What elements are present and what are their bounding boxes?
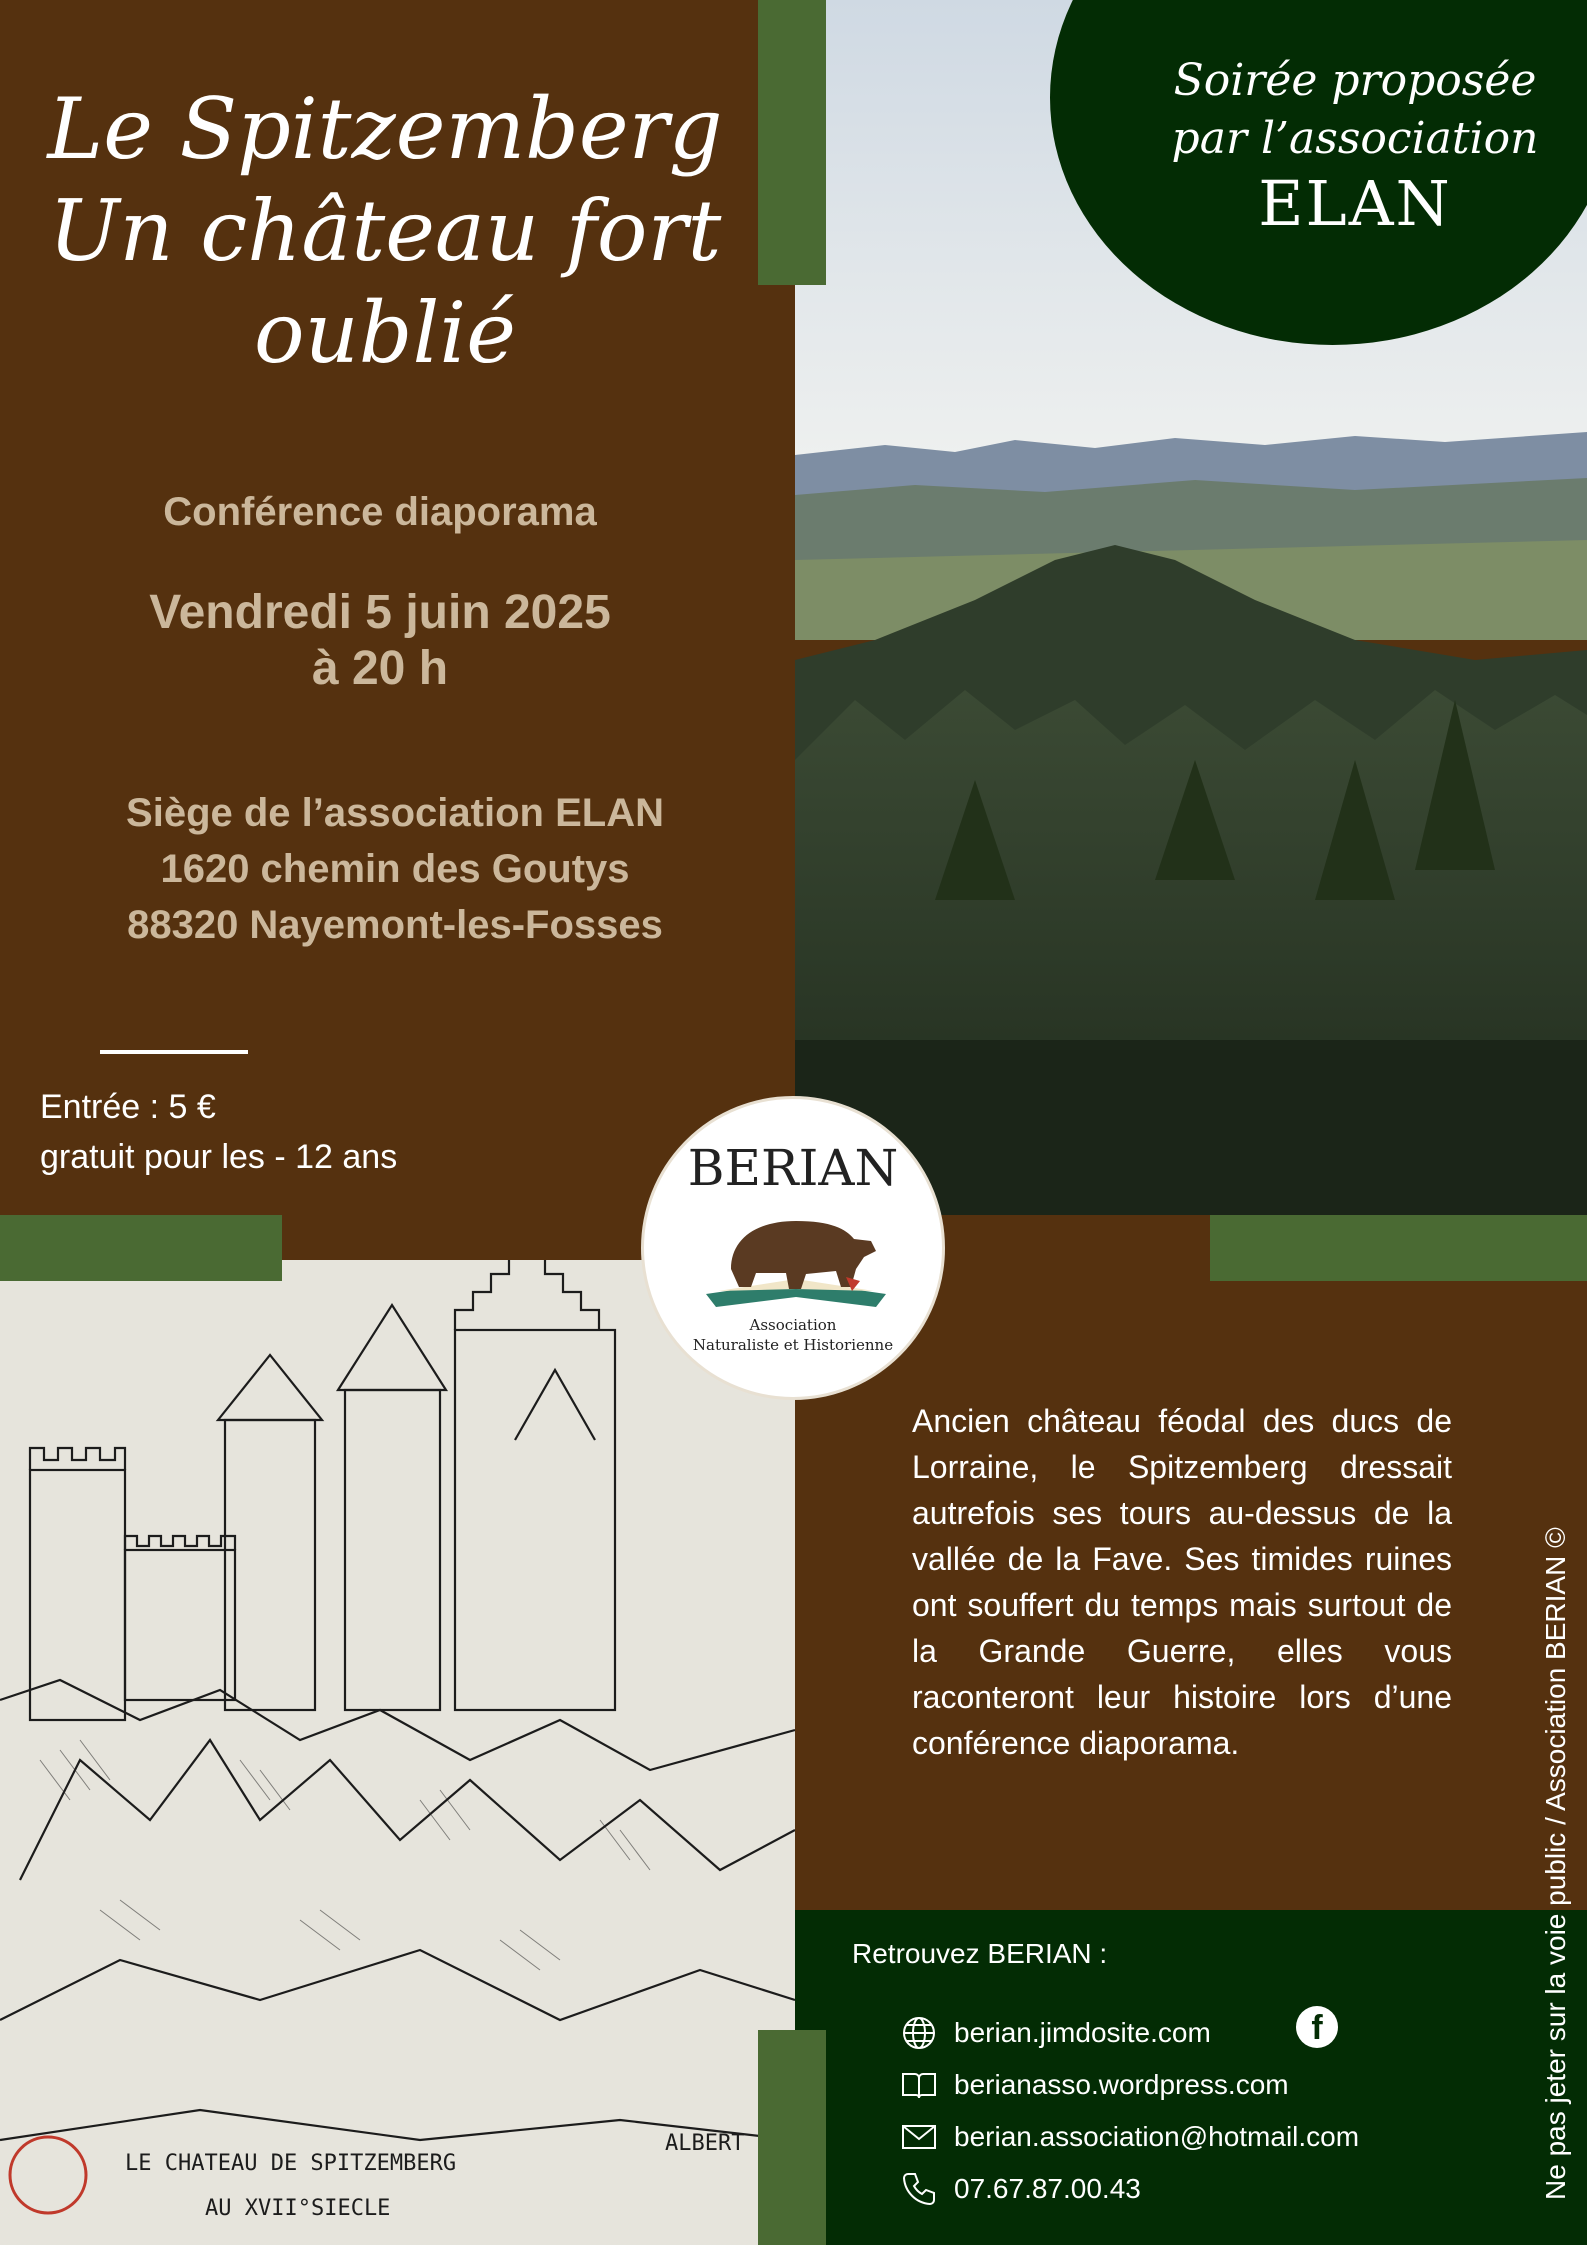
entry-price: Entrée : 5 €: [40, 1088, 216, 1126]
blog-link[interactable]: [900, 2066, 1289, 2104]
event-venue: Siège de l’association ELAN: [126, 791, 664, 835]
event-date: Vendredi 5 juin 2025: [149, 586, 611, 639]
logo-name: BERIAN: [687, 1139, 899, 1197]
event-time: à 20 h: [311, 642, 449, 695]
bear-book-icon: [696, 1199, 896, 1309]
badge-line-3: ELAN: [1258, 167, 1452, 240]
event-city: 88320 Nayemont-les-Fosses: [127, 903, 663, 947]
castle-drawing: [0, 1260, 795, 2245]
badge-line-1: Soirée proposée: [1173, 55, 1537, 106]
event-description: Ancien château féodal des ducs de Lorraine, le Spitzemberg dressait autrefois ses tours au-dessus de la vallée de la Fave. Ses timides ruines ont souffert du temps mais surtout de la Grande Guerre, elles vous raconteront leur histoire lors d’une conférence diaporama.: [912, 1403, 1452, 1761]
phone-link[interactable]: [900, 2170, 1141, 2208]
title-line-3: oublié: [254, 284, 516, 382]
accent-bar-left: [0, 1215, 282, 1281]
title-line-2: Un château fort: [48, 182, 722, 280]
badge-line-2: par l’association: [1171, 113, 1539, 164]
book-icon: [900, 2066, 938, 2104]
title-line-1: Le Spitzemberg: [47, 80, 723, 178]
page-title: [30, 78, 740, 384]
globe-icon: [900, 2014, 938, 2052]
event-address: [0, 785, 790, 953]
children-price: gratuit pour les - 12 ans: [40, 1138, 398, 1176]
email-link[interactable]: [900, 2118, 1359, 2156]
event-datetime: [0, 585, 760, 697]
berian-logo: [641, 1096, 945, 1400]
mail-icon: [900, 2118, 938, 2156]
event-type: Conférence diaporama: [163, 490, 597, 534]
drawing-caption-1: LE CHATEAU DE SPITZEMBERG: [125, 2151, 457, 2176]
email-text: berian.association@hotmail.com: [954, 2121, 1360, 2152]
contact-heading: Retrouvez BERIAN :: [852, 1938, 1108, 1969]
blog-text: berianasso.wordpress.com: [954, 2069, 1289, 2100]
drawing-caption-2: AU XVII°SIECLE: [205, 2196, 391, 2221]
drawing-signature: ALBERT: [665, 2131, 745, 2156]
website-link[interactable]: [900, 2014, 1211, 2052]
event-street: 1620 chemin des Goutys: [160, 847, 630, 891]
divider: [100, 1050, 248, 1054]
logo-subtitle: [644, 1315, 942, 1355]
accent-bar-right: [1210, 1215, 1587, 1281]
organizer-badge-text: [1140, 52, 1570, 240]
logo-subtitle-1: Association: [749, 1316, 837, 1334]
phone-icon: [900, 2170, 938, 2208]
accent-bar-top: [758, 0, 826, 285]
phone-text: 07.67.87.00.43: [954, 2173, 1141, 2204]
side-note: Ne pas jeter sur la voie public / Association BERIAN ©: [1540, 1527, 1571, 2200]
accent-bar-bottom: [758, 2030, 826, 2245]
logo-subtitle-2: Naturaliste et Historienne: [692, 1336, 894, 1354]
facebook-icon[interactable]: f: [1296, 2006, 1338, 2048]
website-text: berian.jimdosite.com: [954, 2017, 1211, 2048]
pricing: [40, 1082, 397, 1182]
